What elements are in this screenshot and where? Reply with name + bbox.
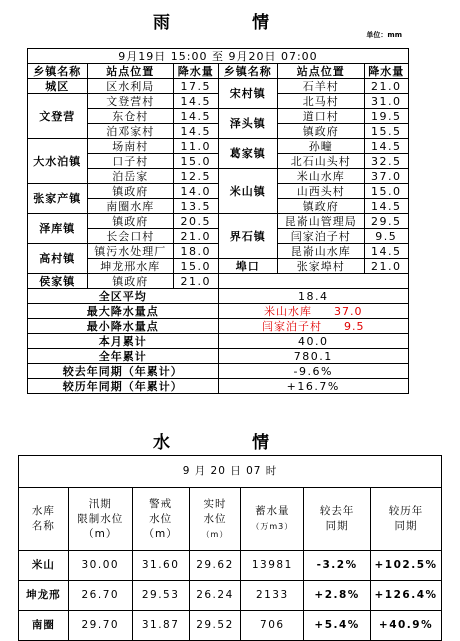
historical-change: +102.5% (371, 551, 442, 581)
station-name: 镇政府 (87, 214, 174, 229)
rain-row (28, 79, 409, 94)
station-name: 泊岳家 (87, 169, 174, 184)
summary-row (28, 379, 409, 394)
summary-station (218, 319, 409, 334)
rain-title: 雨 情 (153, 13, 307, 33)
rain-value: 37.0 (364, 169, 409, 184)
reservoir-row (19, 611, 442, 641)
rain-value: 15.0 (174, 154, 219, 169)
rain-value: 19.5 (364, 109, 409, 124)
storage-value: 2133 (241, 581, 304, 611)
rain-value: 14.5 (364, 139, 409, 154)
summary-value: 40.0 (218, 334, 409, 349)
town-name: 泽库镇 (28, 214, 88, 244)
rain-value: 29.5 (364, 214, 409, 229)
rain-row (28, 139, 409, 154)
summary-label: 较历年同期（年累计） (28, 379, 219, 394)
rain-row (28, 214, 409, 229)
rain-value: 18.0 (174, 244, 219, 259)
summary-row (28, 289, 409, 304)
station-name: 闫家泊子村 (262, 319, 322, 333)
yoy-change: +5.4% (304, 611, 371, 641)
header-storage: 蓄水量 （万m3） (241, 488, 304, 551)
station-name: 长会口村 (87, 229, 174, 244)
rain-value: 21.0 (364, 259, 409, 274)
yoy-change: +2.8% (304, 581, 371, 611)
historical-change: +126.4% (371, 581, 442, 611)
column-header: 乡镇名称 (218, 64, 278, 79)
live-level: 26.24 (189, 581, 241, 611)
station-name: 孙疃 (278, 139, 365, 154)
reservoir-name: 米山 (19, 551, 69, 581)
header-limit-level: 汛期 限制水位 （m） (68, 488, 132, 551)
summary-row (28, 304, 409, 319)
storage-value: 706 (241, 611, 304, 641)
column-header: 站点位置 (87, 64, 174, 79)
rain-value: 9.5 (364, 229, 409, 244)
water-datetime: 9 月 20 日 07 时 (19, 456, 442, 488)
town-name: 界石镇 (218, 214, 278, 259)
rain-value: 21.0 (364, 79, 409, 94)
station-name: 镇政府 (87, 274, 174, 289)
period-header: 9月19日 15:00 至 9月20日 07:00 (28, 49, 409, 64)
rain-row (28, 274, 409, 289)
rain-value: 15.0 (174, 259, 219, 274)
station-name: 场南村 (87, 139, 174, 154)
summary-label: 较去年同期（年累计） (28, 364, 219, 379)
live-level: 29.62 (189, 551, 241, 581)
station-name: 昆嵛山水库 (278, 244, 365, 259)
station-name: 北马村 (278, 94, 365, 109)
reservoir-row (19, 581, 442, 611)
station-name: 道口村 (278, 109, 365, 124)
town-name: 埠口 (218, 259, 278, 274)
header-historical: 较历年 同期 (371, 488, 442, 551)
rain-value: 14.0 (174, 184, 219, 199)
rain-value: 14.5 (174, 109, 219, 124)
rain-value: 11.0 (174, 139, 219, 154)
rain-value: 14.5 (174, 124, 219, 139)
station-name: 镇政府 (87, 184, 174, 199)
town-name: 张家产镇 (28, 184, 88, 214)
station-name: 区水利局 (87, 79, 174, 94)
town-name: 米山镇 (218, 169, 278, 214)
rain-value: 32.5 (364, 154, 409, 169)
station-name: 北石山头村 (278, 154, 365, 169)
town-name: 侯家镇 (28, 274, 88, 289)
column-header: 站点位置 (278, 64, 365, 79)
water-table (18, 455, 442, 641)
summary-value: +16.7% (218, 379, 409, 394)
limit-level: 30.00 (68, 551, 132, 581)
header-warning-level: 警戒 水位 （m） (132, 488, 189, 551)
reservoir-row (19, 551, 442, 581)
station-name: 米山水库 (278, 169, 365, 184)
rain-value: 14.5 (364, 199, 409, 214)
town-name: 宋村镇 (218, 79, 278, 109)
station-value: 37.0 (334, 304, 363, 318)
summary-row (28, 349, 409, 364)
rain-value: 20.5 (174, 214, 219, 229)
column-header: 降水量 (364, 64, 409, 79)
rain-value: 15.5 (364, 124, 409, 139)
rain-value: 21.0 (174, 229, 219, 244)
town-name: 高村镇 (28, 244, 88, 274)
limit-level: 29.70 (68, 611, 132, 641)
station-name: 石羊村 (278, 79, 365, 94)
station-name: 米山水库 (264, 304, 312, 318)
station-name: 张家埠村 (278, 259, 365, 274)
yoy-change: -3.2% (304, 551, 371, 581)
summary-station (218, 304, 409, 319)
historical-change: +40.9% (371, 611, 442, 641)
unit-label: 单位：mm (366, 31, 402, 39)
summary-value: -9.6% (218, 364, 409, 379)
header-reservoir-name: 水库 名称 (19, 488, 69, 551)
rain-value: 17.5 (174, 79, 219, 94)
rain-value: 15.0 (364, 184, 409, 199)
summary-label: 最大降水量点 (28, 304, 219, 319)
station-name: 昆嵛山管理局 (278, 214, 365, 229)
station-name: 泊邓家村 (87, 124, 174, 139)
rain-value: 14.5 (174, 94, 219, 109)
water-title: 水 情 (153, 433, 307, 453)
summary-label: 全区平均 (28, 289, 219, 304)
warning-level: 29.53 (132, 581, 189, 611)
town-name: 大水泊镇 (28, 139, 88, 184)
summary-label: 全年累计 (28, 349, 219, 364)
summary-label: 本月累计 (28, 334, 219, 349)
summary-value: 18.4 (218, 289, 409, 304)
station-name: 口子村 (87, 154, 174, 169)
station-name: 镇政府 (278, 124, 365, 139)
station-name: 山西头村 (278, 184, 365, 199)
header-yoy: 较去年 同期 (304, 488, 371, 551)
station-name: 南圈水库 (87, 199, 174, 214)
empty-cell (218, 274, 409, 289)
summary-row (28, 334, 409, 349)
rain-value: 12.5 (174, 169, 219, 184)
station-value: 9.5 (344, 319, 365, 333)
summary-value: 780.1 (218, 349, 409, 364)
column-header: 降水量 (174, 64, 219, 79)
rain-value: 14.5 (364, 244, 409, 259)
town-name: 泽头镇 (218, 109, 278, 139)
limit-level: 26.70 (68, 581, 132, 611)
live-level: 29.52 (189, 611, 241, 641)
station-name: 文登营村 (87, 94, 174, 109)
rain-value: 31.0 (364, 94, 409, 109)
station-name: 闫家泊子村 (278, 229, 365, 244)
header-live-level: 实时 水位 （m） (189, 488, 241, 551)
rainfall-table (27, 48, 409, 394)
warning-level: 31.60 (132, 551, 189, 581)
summary-row (28, 319, 409, 334)
town-name: 城区 (28, 79, 88, 94)
station-name: 坤龙邢水库 (87, 259, 174, 274)
rain-value: 13.5 (174, 199, 219, 214)
summary-row (28, 364, 409, 379)
town-name: 文登营 (28, 94, 88, 139)
reservoir-name: 南圈 (19, 611, 69, 641)
column-header: 乡镇名称 (28, 64, 88, 79)
rain-value: 21.0 (174, 274, 219, 289)
storage-value: 13981 (241, 551, 304, 581)
reservoir-name: 坤龙邢 (19, 581, 69, 611)
warning-level: 31.87 (132, 611, 189, 641)
station-name: 镇政府 (278, 199, 365, 214)
station-name: 东仓村 (87, 109, 174, 124)
town-name: 葛家镇 (218, 139, 278, 169)
summary-label: 最小降水量点 (28, 319, 219, 334)
station-name: 镇污水处理厂 (87, 244, 174, 259)
